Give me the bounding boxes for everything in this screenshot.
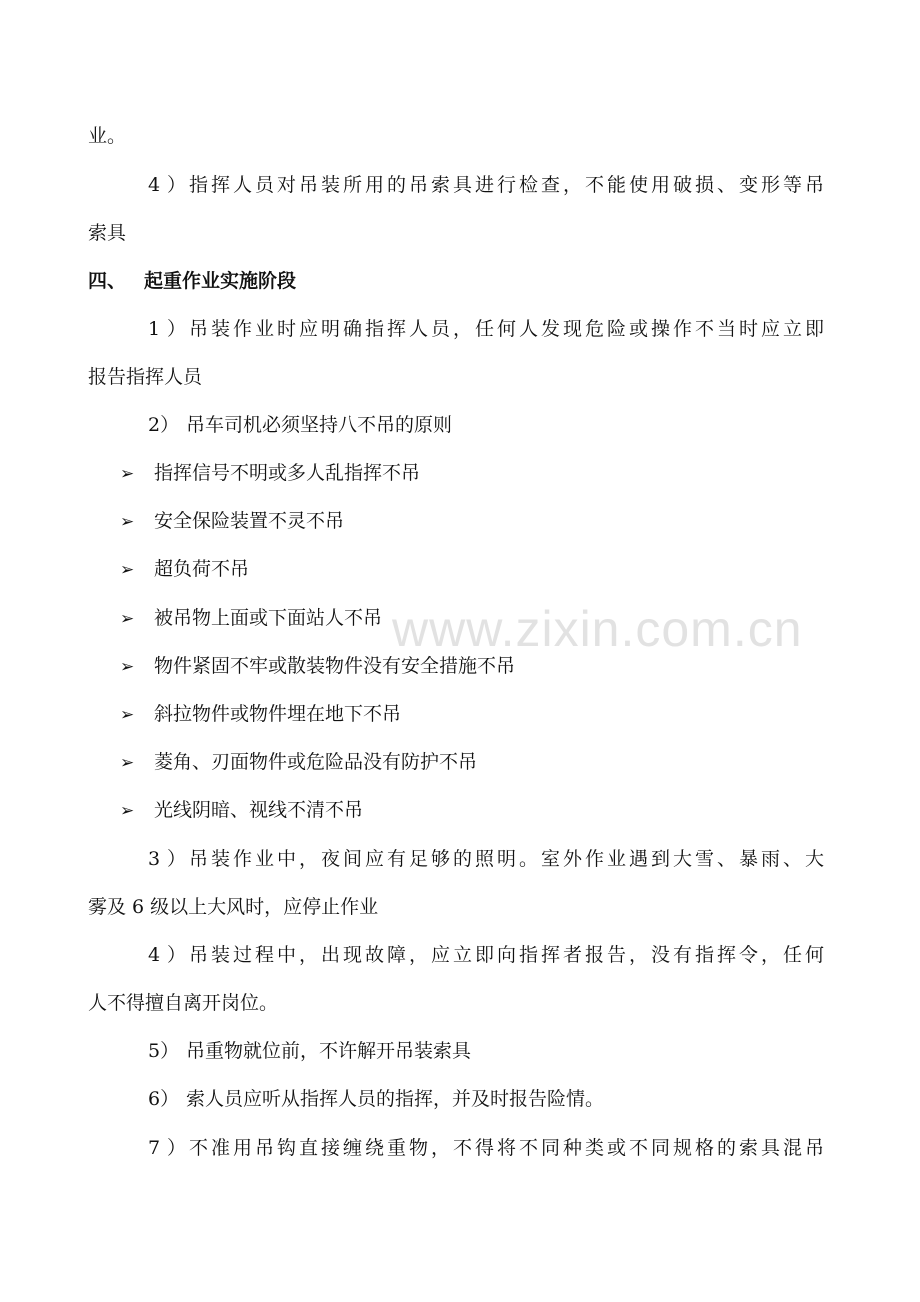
paragraph-continuation: 业。 bbox=[88, 125, 127, 147]
bullet-text: 物件紧固不牢或散装物件没有安全措施不吊 bbox=[154, 655, 516, 677]
numbered-item-3 bbox=[148, 844, 824, 874]
numbered-item-6 bbox=[148, 1084, 824, 1114]
item-number: 5） bbox=[148, 1040, 180, 1062]
item-continuation: 报告指挥人员 bbox=[88, 366, 203, 388]
bullet-text: 菱角、刃面物件或危险品没有防护不吊 bbox=[154, 751, 478, 773]
bullet-text: 被吊物上面或下面站人不吊 bbox=[154, 607, 383, 629]
arrow-bullet-icon: ➢ bbox=[120, 464, 135, 484]
item-number: 3） bbox=[148, 848, 186, 870]
item-text: 指挥人员对吊装所用的吊索具进行检查，不能使用破损、变形等吊 bbox=[186, 174, 824, 196]
bullet-item bbox=[120, 795, 720, 825]
bullet-item bbox=[120, 747, 720, 777]
numbered-item-1 bbox=[148, 314, 824, 344]
item-text: 吊重物就位前，不许解开吊装索具 bbox=[186, 1040, 472, 1062]
bullet-text: 超负荷不吊 bbox=[154, 558, 250, 580]
arrow-bullet-icon: ➢ bbox=[120, 609, 135, 629]
section-number: 四、 bbox=[88, 270, 127, 292]
arrow-bullet-icon: ➢ bbox=[120, 801, 135, 821]
numbered-item-2 bbox=[148, 410, 824, 440]
bullet-item bbox=[120, 554, 720, 584]
item-text: 吊装作业时应明确指挥人员，任何人发现危险或操作不当时应立即 bbox=[186, 318, 824, 340]
item-number: 7） bbox=[148, 1137, 186, 1159]
numbered-item-4 bbox=[148, 170, 824, 200]
watermark: www.zixin.com.cn bbox=[392, 601, 803, 657]
item-number: 2） bbox=[148, 414, 180, 436]
bullet-item bbox=[120, 506, 720, 536]
section-heading bbox=[88, 266, 824, 296]
arrow-bullet-icon: ➢ bbox=[120, 560, 135, 580]
bullet-item bbox=[120, 458, 720, 488]
numbered-item-5 bbox=[148, 1036, 824, 1066]
item-text: 索人员应听从指挥人员的指挥，并及时报告险情。 bbox=[186, 1088, 605, 1110]
item-continuation: 雾及 6 级以上大风时，应停止作业 bbox=[88, 896, 379, 918]
item-text: 吊装过程中，出现故障，应立即向指挥者报告，没有指挥令，任何 bbox=[186, 944, 824, 966]
section-title: 起重作业实施阶段 bbox=[144, 270, 297, 292]
item-number: 6） bbox=[148, 1088, 180, 1110]
item-number: 4） bbox=[148, 944, 186, 966]
arrow-bullet-icon: ➢ bbox=[120, 705, 135, 725]
item-continuation: 人不得擅自离开岗位。 bbox=[88, 992, 279, 1014]
arrow-bullet-icon: ➢ bbox=[120, 657, 135, 677]
arrow-bullet-icon: ➢ bbox=[120, 512, 135, 532]
numbered-item-4b bbox=[148, 940, 824, 970]
bullet-text: 安全保险装置不灵不吊 bbox=[154, 510, 345, 532]
numbered-item-7 bbox=[148, 1133, 824, 1163]
bullet-text: 指挥信号不明或多人乱指挥不吊 bbox=[154, 462, 421, 484]
bullet-item bbox=[120, 699, 720, 729]
item-text: 吊车司机必须坚持八不吊的原则 bbox=[186, 414, 453, 436]
item-text: 吊装作业中，夜间应有足够的照明。室外作业遇到大雪、暴雨、大 bbox=[186, 848, 824, 870]
arrow-bullet-icon: ➢ bbox=[120, 753, 135, 773]
item-number: 4） bbox=[148, 174, 186, 196]
bullet-text: 光线阴暗、视线不清不吊 bbox=[154, 799, 364, 821]
item-number: 1） bbox=[148, 318, 186, 340]
bullet-text: 斜拉物件或物件埋在地下不吊 bbox=[154, 703, 402, 725]
item-continuation: 索具 bbox=[88, 222, 127, 244]
item-text: 不准用吊钩直接缠绕重物，不得将不同种类或不同规格的索具混吊 bbox=[186, 1137, 824, 1159]
